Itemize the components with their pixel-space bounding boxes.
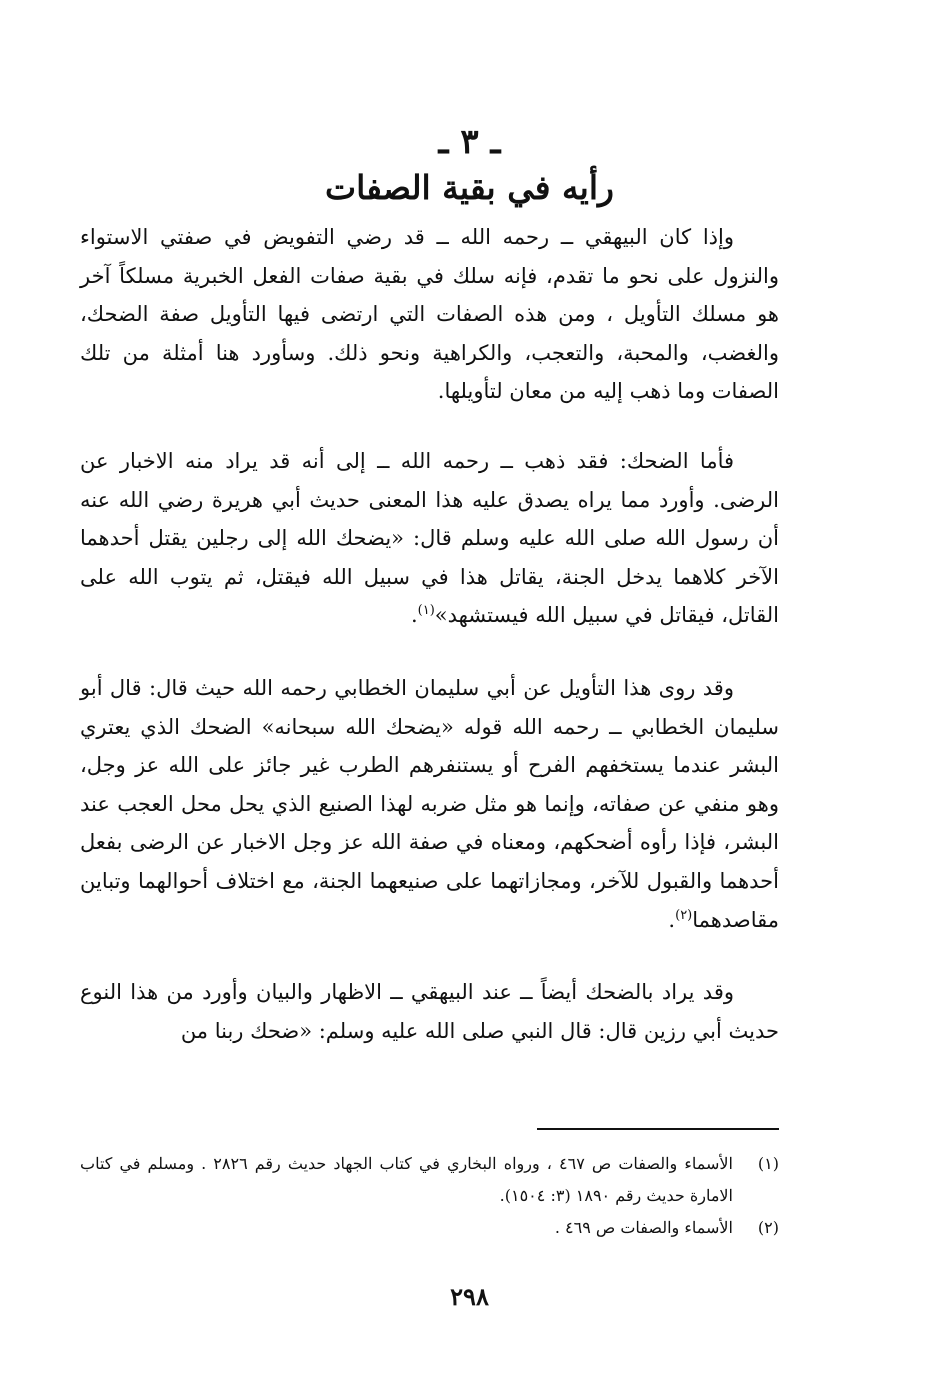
paragraph-text: وقد يراد بالضحك أيضاً ــ عند البيهقي ــ الاظهار والبيان وأورد من هذا النوع حديث أبي رزين قال: قال النبي صلى الله عليه وسلم: «ضحك ربنا من xyxy=(80,980,779,1043)
section-title: رأيه في بقية الصفات xyxy=(325,168,614,207)
footnote-number: (١) xyxy=(757,1154,779,1173)
footnote-text: الأسماء والصفات ص ٤٦٧ ، ورواه البخاري في كتاب الجهاد حديث رقم ٢٨٢٦ . ومسلم في كتاب الامارة حديث رقم ١٨٩٠ (٣: ١٥٠٤). xyxy=(80,1154,733,1205)
paragraph-4 xyxy=(80,973,779,1050)
footnote-ref-1[interactable]: (١) xyxy=(417,603,435,619)
footnote-number: (٢) xyxy=(757,1218,779,1237)
footnote-divider xyxy=(537,1128,779,1130)
paragraph-1 xyxy=(80,218,779,411)
paragraph-2 xyxy=(80,442,779,635)
page-number: ٢٩٨ xyxy=(450,1282,489,1311)
paragraph-text: وقد روى هذا التأويل عن أبي سليمان الخطابي رحمه الله حيث قال: قال أبو سليمان الخطابي ــ رحمه الله قوله «يضحك الله سبحانه» الضحك الذي يعتري البشر عندما يستخفهم الفرح أو يستنفرهم الطرب غير جائز على الله عز وجل، وهو منفي عن صفاته، وإنما هو مثل ضربه لهذا الصنيع الذي يحل محل العجب عند البشر، فإذا رأوه أضحكهم، ومعناه في صفة الله عز وجل الاخبار عن الرضى بفعل أحدهما والقبول للآخر، ومجازاتهما على صنيعهما الجنة، مع اختلاف أحوالهما وتباين مقاصدهما xyxy=(80,675,779,932)
section-number: ـ ٣ ـ xyxy=(438,122,501,162)
footnote-1 xyxy=(80,1148,779,1212)
paragraph-tail: . xyxy=(668,907,676,932)
footnote-2 xyxy=(80,1212,779,1244)
footnote-ref-2[interactable]: (٢) xyxy=(675,907,693,923)
body-text xyxy=(80,218,779,1081)
footnotes xyxy=(80,1148,779,1244)
paragraph-tail: . xyxy=(410,603,418,628)
paragraph-3 xyxy=(80,669,779,939)
footnote-text: الأسماء والصفات ص ٤٦٩ . xyxy=(554,1218,733,1237)
paragraph-text: فأما الضحك: فقد ذهب ــ رحمه الله ــ إلى أنه قد يراد منه الاخبار عن الرضى. وأورد مما يراه يصدق عليه هذا المعنى حديث أبي هريرة رضي الله عنه أن رسول الله صلى الله عليه وسلم قال: «يضحك الله إلى رجلين يقتل أحدهما الآخر كلاهما يدخل الجنة، يقاتل هذا في سبيل الله فيقتل، ثم يتوب الله على القاتل، فيقاتل في سبيل الله فيستشهد» xyxy=(80,448,779,628)
paragraph-text: وإذا كان البيهقي ــ رحمه الله ــ قد رضي التفويض في صفتي الاستواء والنزول على نحو ما تقدم، فإنه سلك في بقية صفات الفعل الخبرية مسلكاً آخر هو مسلك التأويل ، ومن هذه الصفات التي ارتضى فيها التأويل صفة الضحك، والغضب، والمحبة، والتعجب، والكراهية ونحو ذلك. وسأورد هنا أمثلة من تلك الصفات وما ذهب إليه من معان لتأويلها. xyxy=(80,225,779,404)
